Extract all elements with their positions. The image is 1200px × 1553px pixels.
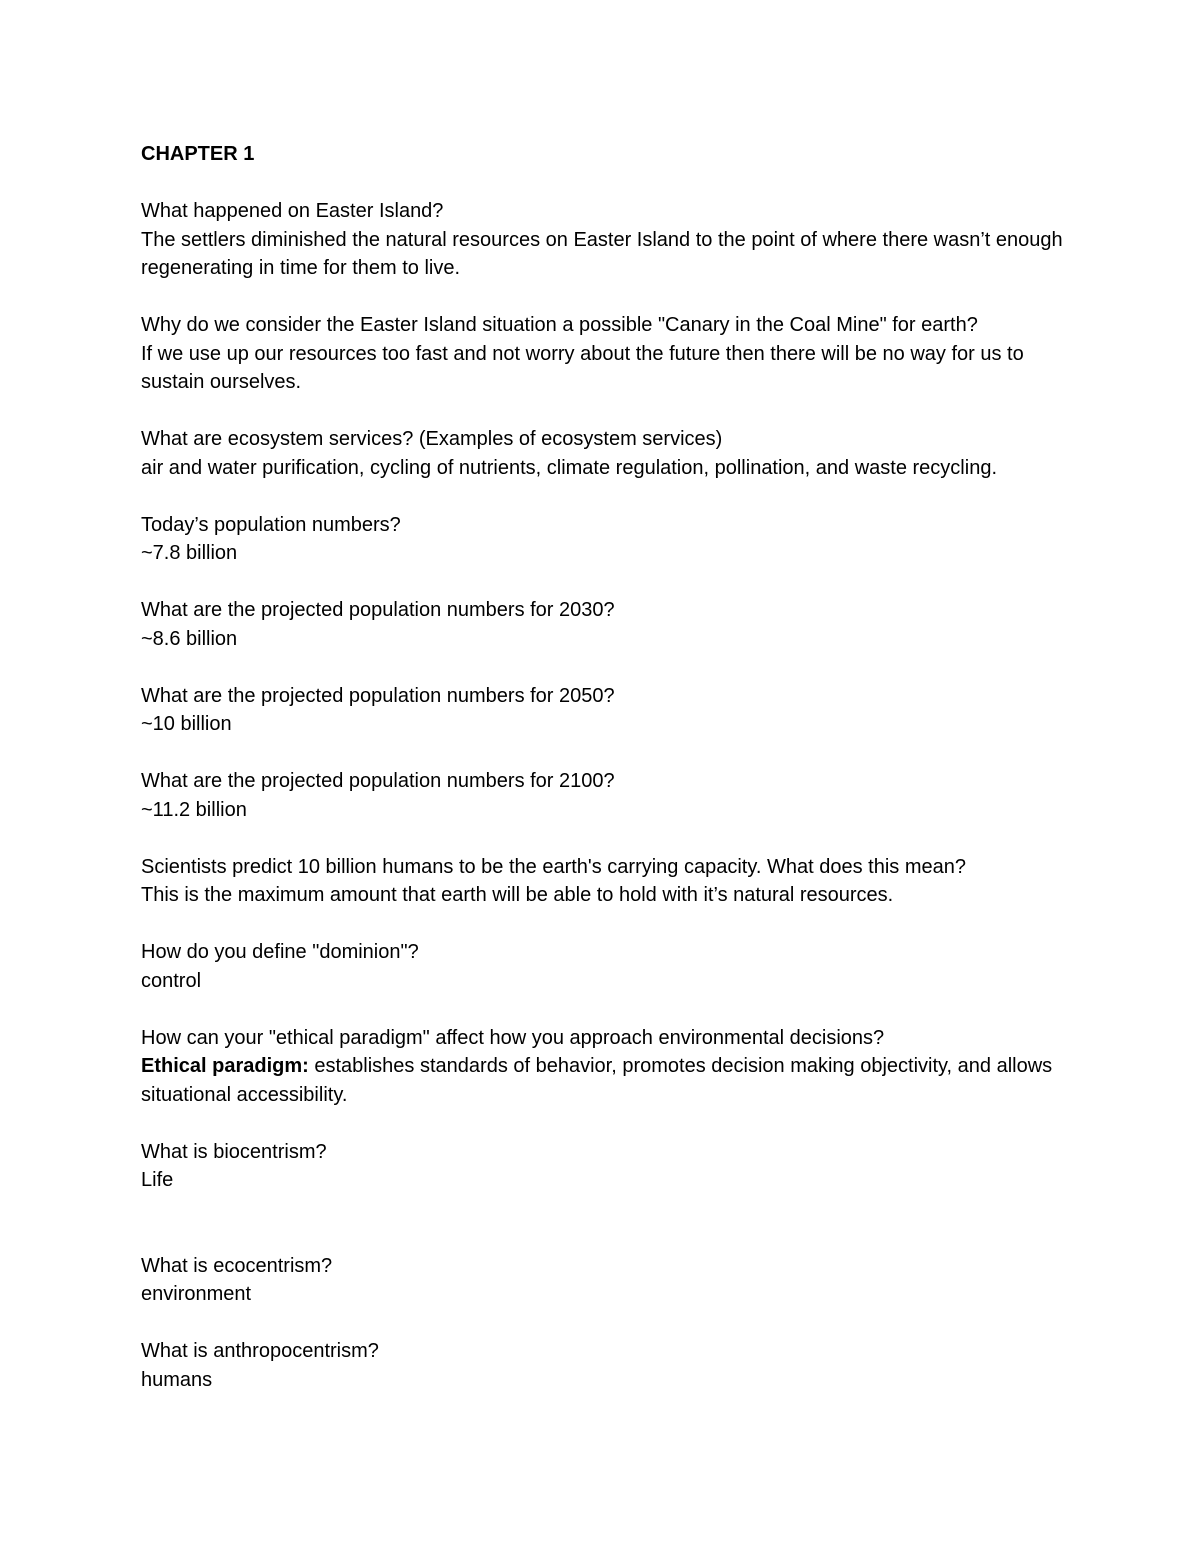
answer: humans: [141, 1368, 213, 1391]
document-content: [141, 140, 1081, 1423]
qa-item: [141, 596, 1081, 653]
answer: environment: [141, 1283, 252, 1305]
question: How can your "ethical paradigm" affect how you approach environmental decisions?: [141, 1026, 885, 1049]
qa-item: [141, 1138, 1081, 1195]
question: What is ecocentrism?: [141, 1254, 333, 1277]
qa-item: [141, 682, 1081, 739]
answer: ~8.6 billion: [141, 627, 238, 650]
question: Today’s population numbers?: [141, 513, 401, 536]
question: What is anthropocentrism?: [141, 1340, 379, 1362]
answer: control: [141, 969, 202, 992]
answer: ~11.2 billion: [141, 798, 247, 821]
qa-item: [141, 767, 1081, 824]
question: How do you define "dominion"?: [141, 941, 419, 963]
question: What are ecosystem services? (Examples of ecosystem services): [141, 428, 723, 450]
question: What happened on Easter Island?: [141, 200, 444, 222]
qa-item: [141, 425, 1081, 482]
answer-paragraph: [141, 1052, 1081, 1109]
question: What are the projected population numbers for 2030?: [141, 599, 615, 621]
answer: Life: [141, 1169, 174, 1191]
qa-item: [141, 853, 1081, 910]
question: What is biocentrism?: [141, 1140, 327, 1163]
answer: air and water purification, cycling of nutrients, climate regulation, pollination, and waste recycling.: [141, 456, 997, 479]
qa-item: [141, 511, 1081, 568]
question: Why do we consider the Easter Island situation a possible "Canary in the Coal Mine" for earth?: [141, 314, 978, 336]
answer: The settlers diminished the natural resources on Easter Island to the point of where there wasn’t enough regenerating in time for them to live.: [141, 228, 1063, 279]
chapter-title: CHAPTER 1: [141, 143, 255, 165]
answer: This is the maximum amount that earth will be able to hold with it’s natural resources.: [141, 884, 894, 906]
answer: ~7.8 billion: [141, 542, 238, 564]
answer: establishes standards of behavior, promotes decision making objectivity, and allows situational accessibility.: [141, 1055, 1053, 1106]
answer: ~10 billion: [141, 713, 232, 735]
qa-item: [141, 1337, 1081, 1394]
qa-item: [141, 1024, 1081, 1110]
qa-item: [141, 311, 1081, 397]
question: What are the projected population numbers for 2050?: [141, 684, 615, 707]
qa-item: [141, 197, 1081, 283]
question: Scientists predict 10 billion humans to be the earth's carrying capacity. What does this mean?: [141, 855, 966, 878]
qa-item: [141, 938, 1081, 995]
qa-item: [141, 1252, 1081, 1309]
answer: If we use up our resources too fast and not worry about the future then there will be no way for us to sustain ourselves.: [141, 342, 1024, 393]
question: What are the projected population numbers for 2100?: [141, 770, 615, 792]
answer-bold-term: Ethical paradigm:: [141, 1055, 309, 1077]
